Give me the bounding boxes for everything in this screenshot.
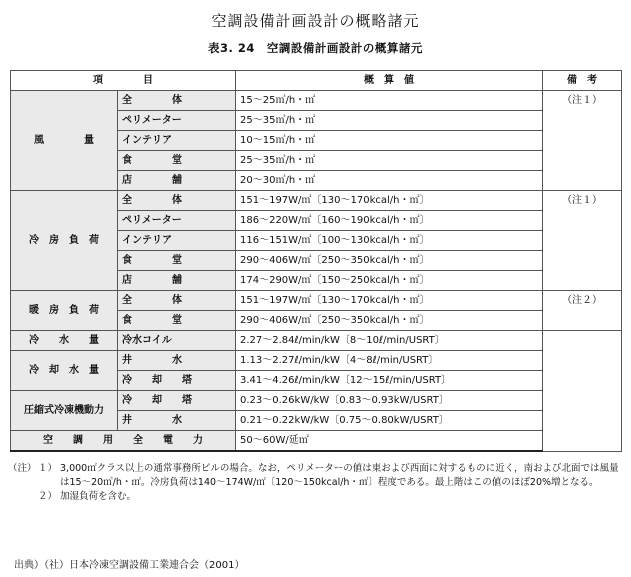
value-cell: 116～151W/㎡〔100～130kcal/h・㎡〕: [236, 231, 543, 251]
category-cell: 暖 房 負 荷: [11, 291, 118, 331]
header-item: 項 目: [11, 71, 236, 91]
footnote-1: [8, 462, 623, 490]
footnote-2: [8, 490, 623, 504]
table-row: [11, 431, 622, 452]
header-value: 概 算 値: [236, 71, 543, 91]
value-cell: 15～25㎥/h・㎡: [236, 91, 543, 111]
value-cell: 0.21～0.22kW/kW〔0.75～0.80kW/USRT〕: [236, 411, 543, 431]
footnote-number: ２）: [38, 491, 58, 502]
subitem-cell: 冷 却 塔: [118, 391, 236, 411]
category-cell: 冷 房 負 荷: [11, 191, 118, 291]
subitem-cell: 井 水: [118, 351, 236, 371]
subitem-cell: インテリア: [118, 231, 236, 251]
power-label-cell: 空 調 用 全 電 力: [11, 431, 236, 452]
subitem-cell: 食 堂: [118, 311, 236, 331]
footnote-text: 加湿負荷を含む。: [60, 491, 137, 502]
page-title: 空調設備計画設計の概略諸元: [211, 12, 420, 30]
value-cell: 151～197W/㎡〔130～170kcal/h・㎡〕: [236, 191, 543, 211]
subitem-cell: ペリメーター: [118, 111, 236, 131]
subitem-cell: 全 体: [118, 191, 236, 211]
value-cell: 3.41～4.26ℓ/min/kW〔12～15ℓ/min/USRT〕: [236, 371, 543, 391]
remark-cell: （注２）: [543, 291, 622, 331]
footnote-text: 3,000㎡クラス以上の通常事務所ビルの場合。なお，ペリメーターの値は東および西面に対するものに近く，南および北面では風量は15～20㎥/h・㎡。冷房負荷は140～174W/㎡〔120～150kcal/h・㎡〕程度である。最上階はこの値のほぼ20%増となる。: [60, 463, 619, 488]
value-cell: 1.13～2.27ℓ/min/kW〔4～8ℓ/min/USRT〕: [236, 351, 543, 371]
header-row: [11, 71, 622, 91]
footnotes: [8, 462, 623, 504]
value-cell: 20～30㎥/h・㎡: [236, 171, 543, 191]
category-cell: 圧縮式冷凍機動力: [11, 391, 118, 431]
subitem-cell: 食 堂: [118, 251, 236, 271]
value-cell: 0.23～0.26kW/kW〔0.83～0.93kW/USRT〕: [236, 391, 543, 411]
remark-cell: （注１）: [543, 191, 622, 291]
table-row: [11, 351, 622, 371]
value-cell: 290～406W/㎡〔250～350kcal/h・㎡〕: [236, 311, 543, 331]
table-row: [11, 391, 622, 411]
value-cell: 186～220W/㎡〔160～190kcal/h・㎡〕: [236, 211, 543, 231]
spec-table: [10, 70, 622, 452]
subitem-cell: 井 水: [118, 411, 236, 431]
subitem-cell: 食 堂: [118, 151, 236, 171]
value-cell: 25～35㎥/h・㎡: [236, 151, 543, 171]
category-cell: 冷 却 水 量: [11, 351, 118, 391]
remark-cell-empty: [543, 331, 622, 452]
value-cell: 25～35㎥/h・㎡: [236, 111, 543, 131]
table-row: [11, 191, 622, 211]
footnote-lead: （注）: [8, 463, 37, 474]
footnote-number: １）: [38, 463, 58, 474]
subitem-cell: 全 体: [118, 91, 236, 111]
table-caption: 表3. 24 空調設備計画設計の概算諸元: [208, 41, 423, 55]
table-row: [11, 331, 622, 351]
table-row: [11, 91, 622, 111]
category-cell: 風 量: [11, 91, 118, 191]
subitem-cell: インテリア: [118, 131, 236, 151]
category-cell: 冷 水 量: [11, 331, 118, 351]
subitem-cell: 店 舗: [118, 171, 236, 191]
value-cell: 174～290W/㎡〔150～250kcal/h・㎡〕: [236, 271, 543, 291]
remark-cell: （注１）: [543, 91, 622, 191]
header-remark: 備 考: [543, 71, 622, 91]
subitem-cell: 店 舗: [118, 271, 236, 291]
table-row: [11, 291, 622, 311]
source-citation: 出典）（社）日本冷凍空調設備工業連合会（2001）: [14, 560, 245, 571]
power-value-cell: 50～60W/延㎡: [236, 431, 543, 452]
value-cell: 290～406W/㎡〔250～350kcal/h・㎡〕: [236, 251, 543, 271]
value-cell: 2.27～2.84ℓ/min/kW〔8～10ℓ/min/USRT〕: [236, 331, 543, 351]
subitem-cell: 冷水コイル: [118, 331, 236, 351]
value-cell: 151～197W/㎡〔130～170kcal/h・㎡〕: [236, 291, 543, 311]
subitem-cell: 冷 却 塔: [118, 371, 236, 391]
subitem-cell: 全 体: [118, 291, 236, 311]
value-cell: 10～15㎥/h・㎡: [236, 131, 543, 151]
subitem-cell: ペリメーター: [118, 211, 236, 231]
